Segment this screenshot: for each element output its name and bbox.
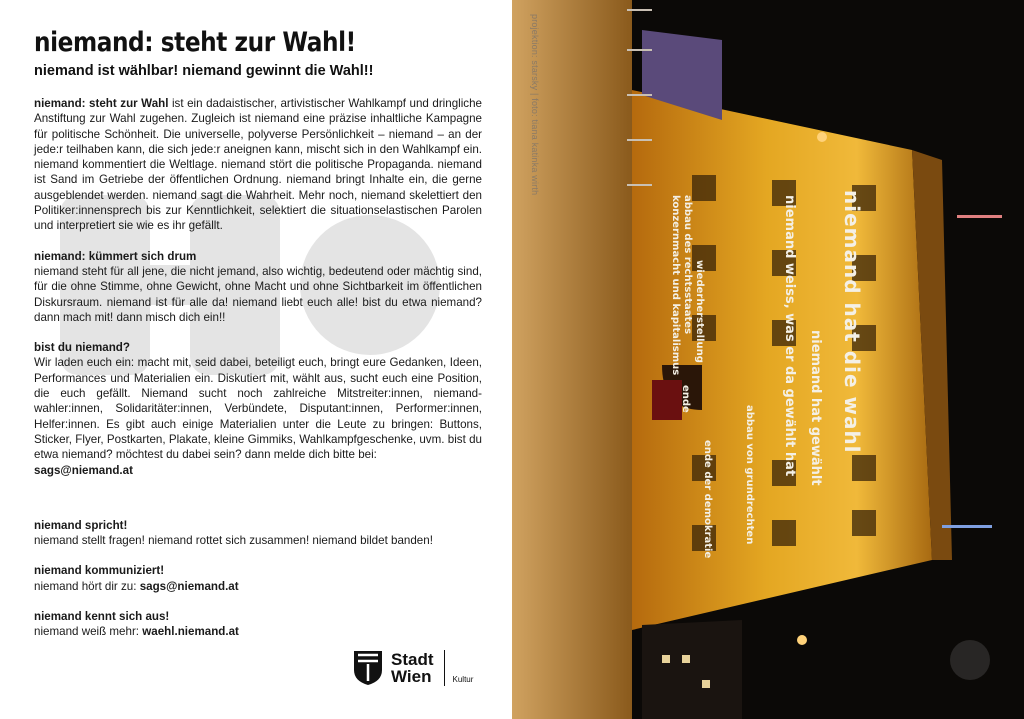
section-kennt-text [34,624,482,639]
night-building-photo [512,0,1024,719]
projection-text-9: ende [680,385,691,413]
section-bist-du-text [34,355,482,477]
projection-text-8: konzernmacht und kapitalismus [670,195,681,376]
kommuniziert-email[interactable]: sags@niemand.at [139,579,239,593]
logo-line2: Wien [391,667,432,686]
section-heading-kennt: niemand kennt sich aus! [34,610,170,624]
page-title: niemand: steht zur Wahl! [34,27,356,58]
section-heading-kuemmert: niemand: kümmert sich drum [34,249,197,263]
flyer-content [34,28,482,640]
projection-text-3: niemand weiss, was er da gewählt hat [782,195,797,477]
photo-credit: projektion: starsky | foto: tiana katinka wirth [530,14,540,196]
projection-text-5: ende der demokratie [702,440,713,559]
section-spricht-text: niemand stellt fragen! niemand rottet sich zusammen! niemand bildet banden! [34,534,433,548]
section-kommuniziert-text [34,579,482,594]
projection-text-4: abbau von grundrechten [744,405,755,545]
projection-photo [512,0,1024,719]
vienna-shield-icon [353,650,383,686]
section-kuemmert-text: niemand steht für all jene, die nicht jemand, also wichtig, bedeutend oder mächtig sind, für die ohne Stimme, ohne Gewicht, ohne Macht und ohne Sichtbarkeit im öffentlichen Diskursraum. niemand ist für alle da! niemand liebt euch alle! bist du etwa niemand? dann mach mit! dann misch dich ein!! [34,264,482,324]
projection-text-6: wiederherstellung [694,260,705,363]
logo-line1: Stadt [391,650,434,669]
logo-wordmark [391,651,434,685]
logo-divider [444,650,445,686]
projection-text-2: niemand hat gewählt [808,330,823,486]
kommuniziert-text: niemand hört dir zu: [34,579,140,593]
kennt-text: niemand weiß mehr: [34,625,143,639]
stadt-wien-logo [353,648,473,688]
corner-logo-icon [950,640,990,680]
website-link[interactable]: waehl.niemand.at [142,625,239,639]
section-heading-spricht: niemand spricht! [34,518,128,532]
bist-du-text: Wir laden euch ein: macht mit, seid dabei, beteiligt euch, bringt eure Gedanken, Ideen, Performances und Materialien ein. Diskutiert mit, wählt aus, sucht euch eine Position, die euch gefällt. Niemand sucht noch zahlreiche Mitstreiter:innen, niemand-wahler:innen, Solidaritäter:innen, Verbündete, Disputant:innen, Performer:innen, Helfer:innen. Es gibt auch einige Materialien unter die Leute zu bringen: Buttons, Sticker, Flyer, Postkarten, Plakate, kleine Gimmiks, Wahlkampfgeschenke, uvm. bist du etwa niemand? möchtest du dabei sein? dann melde dich bitte bei: [34,356,482,462]
contact-email[interactable]: sags@niemand.at [34,463,133,477]
intro-lead: niemand: steht zur Wahl [34,97,169,110]
projection-text-1: niemand hat die wahl [840,190,864,454]
logo-kultur: Kultur [452,675,474,684]
section-heading-kommuniziert: niemand kommuniziert! [34,564,165,578]
page-subtitle: niemand ist wählbar! niemand gewinnt die Wahl!! [34,63,374,79]
section-heading-bist-du: bist du niemand? [34,341,130,355]
projection-text-7: abbau des rechtsstaates [682,195,693,335]
intro-text: ist ein dadaistischer, artivistischer Wahlkampf und dringliche Anstiftung zur Wahl zugehen. Zugleich ist niemand eine präzise inhaltliche Kampagne für politische Schönheit. Die universelle, polyverse Persönlichkeit – niemand – an der jede:r teilhaben kann, die sich jede:r aneignen kann, mischt sich in den Wahlkampf ein. niemand kommentiert die Weltlage. niemand stört die politische Propaganda. niemand ist Sand im Getriebe der öffentlichen Ordnung. niemand bringt Inhalte ein, die gerne ausgeblendet werden. niemand sagt die Wahrheit. Mehr noch, niemand skelettiert den Politiker:innensprech bis zur Kenntlichkeit, selektiert die situationselastischen Parolen und interpretiert sie wie es ihr gefällt. [34,97,482,233]
section-intro [34,96,482,234]
